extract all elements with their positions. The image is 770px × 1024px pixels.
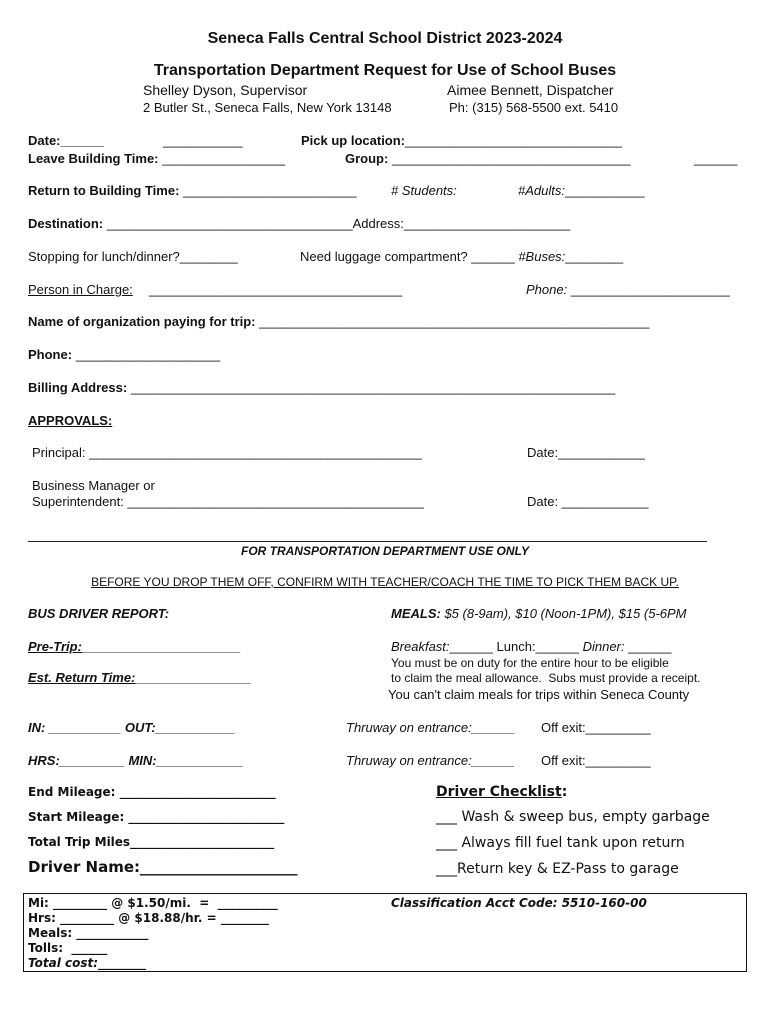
pickup-label: Pick up location: (301, 133, 406, 148)
principal-date-field[interactable]: ____________ (558, 445, 645, 460)
hrs-label: HRS: (28, 753, 60, 768)
return-row[interactable] (28, 184, 357, 197)
students-label[interactable]: # Students: (391, 183, 457, 198)
lunch-row[interactable] (28, 250, 238, 263)
leave-field[interactable]: _________________ (162, 151, 286, 166)
group-field[interactable]: _________________________________ (391, 151, 631, 166)
meal-note-2: to claim the meal allowance. Subs must provide a receipt. (391, 671, 701, 685)
end-mileage-field[interactable]: End Mileage: __________________________ (28, 785, 276, 799)
superintendent-date-row[interactable] (527, 495, 648, 508)
principal-field[interactable]: ______________________________________________ (89, 445, 422, 460)
pickup-notice: BEFORE YOU DROP THEM OFF, CONFIRM WITH TEACHER/COACH THE TIME TO PICK THEM BACK UP. (91, 575, 679, 589)
total-miles-field[interactable]: Total Trip Miles________________________ (28, 835, 275, 849)
pretrip-field[interactable]: ______________________ (81, 639, 241, 654)
lunch-label: Stopping for lunch/dinner? (28, 249, 180, 264)
principal-label: Principal: (32, 445, 86, 460)
min-field[interactable]: ____________ (156, 753, 244, 768)
buses-label: #Buses: (518, 249, 566, 264)
pickup-row[interactable] (301, 134, 622, 147)
in-field[interactable]: __________ (45, 720, 122, 735)
off-exit-row-2[interactable] (541, 754, 651, 767)
thruway-row-2[interactable] (346, 754, 515, 767)
miles-cost-field[interactable]: Mi: _________ @ $1.50/mi. = __________ (28, 896, 278, 910)
group-field-2[interactable]: ______ (694, 151, 738, 166)
meal-note-1: You must be on duty for the entire hour to be eligible (391, 656, 669, 670)
total-cost-label: Total cost: (28, 956, 99, 970)
principal-row[interactable] (32, 446, 422, 459)
out-field[interactable]: ___________ (155, 720, 236, 735)
date-field-2[interactable]: ___________ (163, 133, 243, 148)
out-label: OUT: (121, 720, 156, 735)
meal-claims-row[interactable] (391, 640, 672, 653)
thruway-entrance-field-1[interactable]: ______ (471, 720, 516, 735)
min-label: MIN: (124, 753, 157, 768)
luggage-label: Need luggage compartment? (300, 249, 468, 264)
district-address: 2 Butler St., Seneca Falls, New York 13148 (143, 100, 392, 115)
off-exit-row-1[interactable] (541, 721, 651, 734)
pretrip-label: Pre-Trip: (28, 639, 82, 654)
checklist-heading (436, 785, 567, 799)
hrs-min-row[interactable] (28, 754, 243, 767)
date-field[interactable]: ______ (60, 133, 104, 148)
organization-row[interactable] (28, 315, 650, 328)
total-cost-field[interactable]: ________ (98, 956, 147, 970)
approvals-heading: APPROVALS: (28, 413, 113, 428)
person-label: Person in Charge: (28, 282, 133, 297)
leave-label: Leave Building Time: (28, 151, 159, 166)
dinner-field[interactable]: ______ (624, 639, 672, 654)
dinner-label: Dinner: (578, 639, 625, 654)
tolls-cost-field[interactable]: Tolls: ______ (28, 941, 108, 955)
superintendent-row[interactable] (32, 495, 424, 508)
driver-name-label: Driver Name: (28, 858, 141, 876)
destination-label: Destination: (28, 216, 104, 231)
off-exit-field-2[interactable]: _________ (585, 753, 651, 768)
person-phone-field[interactable]: ______________________ (570, 282, 730, 297)
est-return-field[interactable]: ________________ (135, 670, 252, 685)
destination-row[interactable] (28, 217, 570, 230)
group-row[interactable] (345, 152, 631, 165)
address-field[interactable]: _______________________ (403, 216, 571, 231)
thruway-row-1[interactable] (346, 721, 515, 734)
driver-report-heading: BUS DRIVER REPORT: (28, 606, 170, 621)
transport-use-heading: FOR TRANSPORTATION DEPARTMENT USE ONLY (240, 544, 529, 558)
checklist-title: Driver Checklist (436, 784, 562, 800)
lunch-claim-field[interactable]: ______ (535, 639, 579, 654)
dispatcher-name: Aimee Bennett, Dispatcher (447, 82, 614, 98)
organization-label: Name of organization paying for trip: (28, 314, 256, 329)
hours-cost-field[interactable]: Hrs: _________ @ $18.88/hr. = ________ (28, 911, 269, 925)
lunch-claim-label: Lunch: (492, 639, 536, 654)
pretrip-row[interactable] (28, 640, 241, 653)
return-label: Return to Building Time: (28, 183, 180, 198)
lunch-field[interactable]: ________ (179, 249, 238, 264)
supervisor-name: Shelley Dyson, Supervisor (143, 82, 308, 98)
account-code: Classification Acct Code: 5510-160-00 (391, 896, 647, 910)
district-phone: Ph: (315) 568-5500 ext. 5410 (449, 100, 619, 115)
superintendent-label: Superintendent: (32, 494, 124, 509)
form-title: Transportation Department Request for Use of School Buses (153, 62, 617, 79)
est-return-row[interactable] (28, 671, 251, 684)
billing-address-field[interactable]: ___________________________________________________________________ (130, 380, 616, 395)
est-return-label: Est. Return Time: (28, 670, 136, 685)
person-field[interactable]: ___________________________________ (149, 282, 403, 297)
billing-phone-label: Phone: (28, 347, 73, 362)
superintendent-date-field[interactable]: ____________ (561, 494, 649, 509)
checklist-item-keys[interactable]: ___Return key & EZ-Pass to garage (436, 861, 679, 877)
buses-field[interactable]: ________ (565, 249, 624, 264)
pickup-field[interactable]: ______________________________ (405, 133, 622, 148)
driver-name-row[interactable] (28, 860, 298, 875)
in-label: IN: (28, 720, 46, 735)
start-mileage-field[interactable]: Start Mileage: __________________________ (28, 810, 285, 824)
principal-date-label: Date: (527, 445, 559, 460)
principal-date-row[interactable] (527, 446, 645, 459)
breakfast-field[interactable]: ______ (449, 639, 493, 654)
billing-address-row[interactable] (28, 381, 615, 394)
billing-phone-row[interactable] (28, 348, 220, 361)
superintendent-date-label: Date: (527, 494, 559, 509)
meals-row (391, 607, 687, 620)
thruway-entrance-field-2[interactable]: ______ (471, 753, 516, 768)
date-row[interactable] (28, 134, 104, 147)
superintendent-field[interactable]: _________________________________________ (127, 494, 424, 509)
checklist-item-wash[interactable]: ___ Wash & sweep bus, empty garbage (436, 809, 710, 825)
checklist-item-fuel[interactable]: ___ Always fill fuel tank upon return (436, 835, 685, 851)
luggage-row[interactable] (300, 250, 623, 263)
luggage-field[interactable]: ______ (471, 249, 515, 264)
business-manager-label: Business Manager or (32, 478, 155, 493)
billing-phone-field[interactable]: ____________________ (75, 347, 221, 362)
hrs-field[interactable]: _________ (59, 753, 125, 768)
leave-row[interactable] (28, 152, 285, 165)
thruway-entrance-label-1: Thruway on entrance: (346, 720, 472, 735)
address-label: Address: (352, 216, 404, 231)
district-title: Seneca Falls Central School District 2023-2024 (207, 30, 563, 47)
destination-field[interactable]: __________________________________ (106, 216, 353, 231)
driver-name-field[interactable]: _____________________ (140, 858, 298, 876)
billing-address-label: Billing Address: (28, 380, 128, 395)
adults-field[interactable]: ___________ (564, 183, 645, 198)
group-label: Group: (345, 151, 389, 166)
adults-row[interactable] (518, 184, 645, 197)
person-phone-row[interactable] (526, 283, 730, 296)
meal-note-3: You can't claim meals for trips within Seneca County (388, 687, 690, 702)
in-out-row[interactable] (28, 721, 235, 734)
section-divider (28, 541, 707, 542)
organization-field[interactable]: ______________________________________________________ (259, 314, 650, 329)
meals-cost-field[interactable]: Meals: ____________ (28, 926, 149, 940)
thruway-entrance-label-2: Thruway on entrance: (346, 753, 472, 768)
person-phone-label: Phone: (526, 282, 568, 297)
total-cost-row[interactable] (28, 957, 146, 969)
off-exit-field-1[interactable]: _________ (585, 720, 651, 735)
date-label: Date: (28, 133, 61, 148)
breakfast-label: Breakfast: (391, 639, 450, 654)
off-exit-label-1: Off exit: (541, 720, 586, 735)
return-field[interactable]: ________________________ (183, 183, 357, 198)
meals-label: MEALS: (391, 606, 441, 621)
adults-label: #Adults: (518, 183, 565, 198)
meals-rates: $5 (8-9am), $10 (Noon-1PM), $15 (5-6PM (440, 606, 687, 621)
checklist-colon: : (561, 784, 568, 800)
off-exit-label-2: Off exit: (541, 753, 586, 768)
